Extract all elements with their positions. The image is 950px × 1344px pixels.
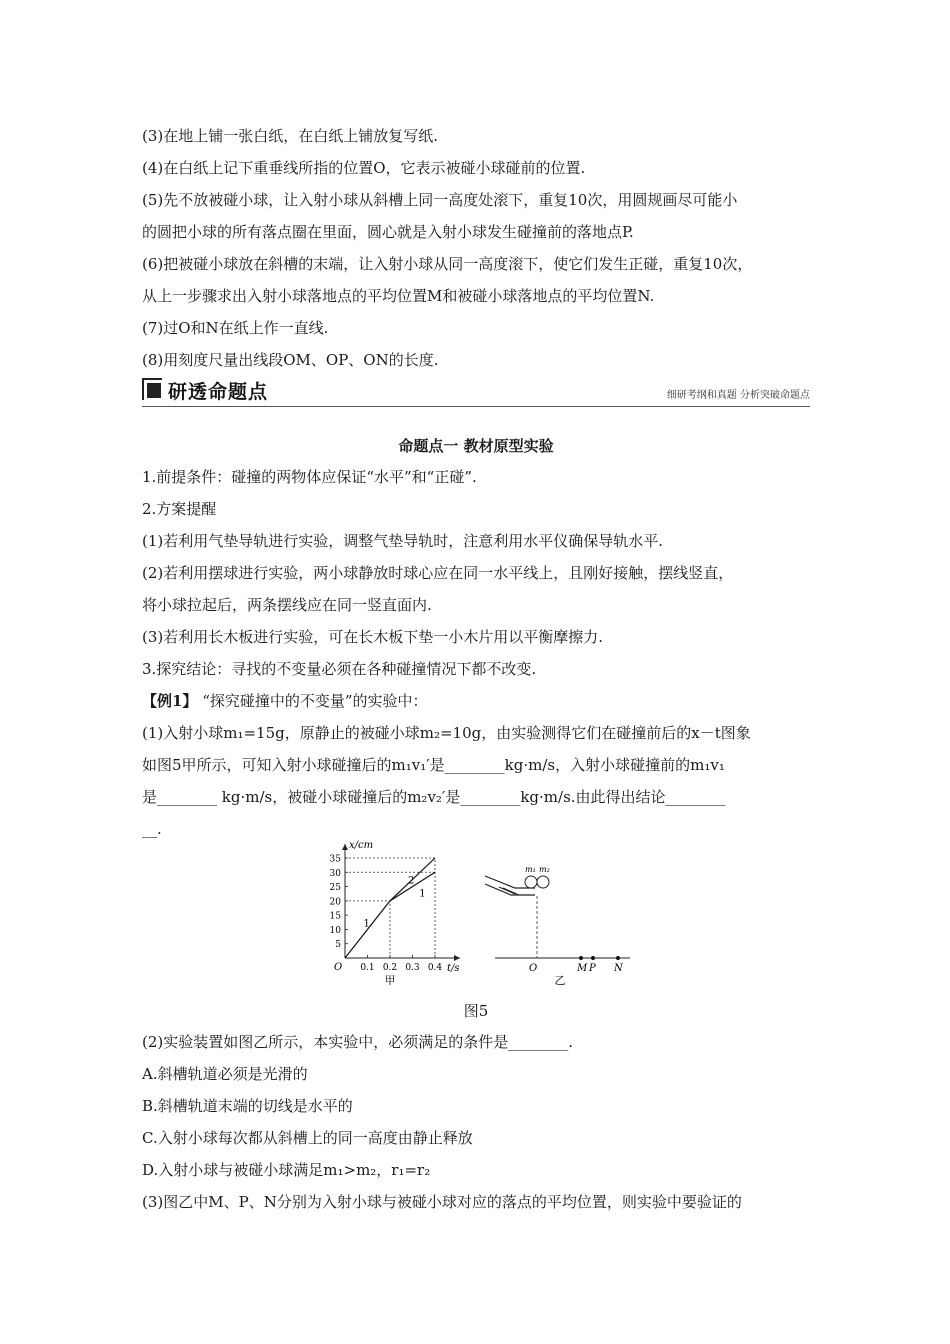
example-label: 【例1】 <box>142 692 198 710</box>
topic-point-2: 2.方案提醒 <box>142 500 217 518</box>
step-7: (7)过O和N在纸上作一直线. <box>142 319 329 337</box>
chute-shading <box>503 888 519 895</box>
label-m1: m₁ <box>525 865 536 874</box>
question-1-line-4: __. <box>142 820 162 838</box>
point-N <box>616 956 620 960</box>
step-3: (3)在地上铺一张白纸，在白纸上铺放复写纸. <box>142 127 439 145</box>
step-6-line-1: (6)把被碰小球放在斜槽的末端，让入射小球从同一高度滚下，使它们发生正碰，重复10次， <box>142 255 753 273</box>
point-label-P: P <box>589 963 596 974</box>
label-m2: m₂ <box>539 865 550 874</box>
x-tick-label: 0.1 <box>360 963 375 973</box>
series-label-2: 2 <box>408 875 415 887</box>
x-axis-label: t/s <box>447 963 460 974</box>
question-3: (3)图乙中M、P、N分别为入射小球与被碰小球对应的落点的平均位置，则实验中要验证的 <box>142 1193 742 1211</box>
topic-title: 命题点一 教材原型实验 <box>398 437 554 455</box>
question-1-line-2: 如图5甲所示，可知入射小球碰撞后的m₁v₁′是________kg·m/s，入射小球碰撞前的m₁v₁ <box>142 756 725 774</box>
point-P <box>591 956 595 960</box>
question-1-line-1: (1)入射小球m₁=15g，原静止的被碰小球m₂=10g，由实验测得它们在碰撞前后的x－t图象 <box>142 724 751 742</box>
x-tick-label: 0.2 <box>382 963 398 973</box>
topic-point-2-1: (1)若利用气垫导轨进行实验，调整气垫导轨时，注意利用水平仪确保导轨水平. <box>142 532 664 550</box>
example-heading <box>142 691 832 711</box>
apparatus-diagram <box>485 865 630 987</box>
y-tick-label: 10 <box>329 925 341 936</box>
example-intro: “探究碰撞中的不变量”的实验中： <box>197 692 428 710</box>
step-8: (8)用刻度尺量出线段OM、OP、ON的长度. <box>142 351 439 369</box>
section-square-icon <box>147 383 161 398</box>
figure-5 <box>310 840 650 995</box>
topic-point-3: 3.探究结论：寻找的不变量必须在各种碰撞情况下都不改变. <box>142 660 537 678</box>
series-label-1-left: 1 <box>363 918 370 930</box>
ball-m1 <box>525 876 537 888</box>
point-label-N: N <box>614 963 623 974</box>
section-subtitle: 细研考纲和真题 分析突破命题点 <box>666 390 810 401</box>
origin-label: O <box>334 962 343 973</box>
y-tick-label: 20 <box>329 897 341 908</box>
y-tick-label: 25 <box>329 883 341 894</box>
step-6-line-2: 从上一步骤求出入射小球落地点的平均位置M和被碰小球落地点的平均位置N. <box>142 287 655 305</box>
topic-point-2-2-line-1: (2)若利用摆球进行实验，两小球静放时球心应在同一水平线上，且刚好接触，摆线竖直， <box>142 564 734 582</box>
apparatus-caption: 乙 <box>554 974 566 987</box>
y-tick-label: 5 <box>335 940 341 951</box>
option-c: C.入射小球每次都从斜槽上的同一高度由静止释放 <box>142 1129 473 1147</box>
option-a: A.斜槽轨道必须是光滑的 <box>142 1065 308 1083</box>
point-M <box>579 956 583 960</box>
y-tick-label: 15 <box>329 911 341 922</box>
question-1-line-3: 是________ kg·m/s，被碰小球碰撞后的m₂v₂′是________kg·m/s.由此得出结论________ <box>142 788 726 806</box>
section-title: 研透命题点 <box>168 381 269 403</box>
section-header <box>142 376 810 407</box>
x-tick-label: 0.4 <box>427 963 443 973</box>
question-2: (2)实验装置如图乙所示，本实验中，必须满足的条件是________. <box>142 1033 574 1051</box>
option-b: B.斜槽轨道末端的切线是水平的 <box>142 1097 353 1115</box>
step-5-line-1: (5)先不放被碰小球，让入射小球从斜槽上同一高度处滚下，重复10次，用圆规画尽可能小 <box>142 191 738 209</box>
point-label-O: O <box>529 963 538 974</box>
y-tick-label: 35 <box>329 854 341 865</box>
topic-point-1: 1.前提条件：碰撞的两物体应保证“水平”和“正碰”. <box>142 468 477 486</box>
x-t-graph <box>330 840 460 987</box>
figure-caption: 图5 <box>463 1002 489 1020</box>
y-axis-label: x/cm <box>349 840 374 851</box>
ball-m2 <box>537 876 549 888</box>
step-5-line-2: 的圆把小球的所有落点圈在里面，圆心就是入射小球发生碰撞前的落地点P. <box>142 223 634 241</box>
x-tick-label: 0.3 <box>405 963 420 973</box>
point-label-M: M <box>577 963 588 974</box>
y-axis-arrow <box>342 844 348 850</box>
topic-point-2-3: (3)若利用长木板进行实验，可在长木板下垫一小木片用以平衡摩擦力. <box>142 628 604 646</box>
topic-point-2-2-line-2: 将小球拉起后，两条摆线应在同一竖直面内. <box>142 596 432 614</box>
option-d: D.入射小球与被碰小球满足m₁>m₂，r₁=r₂ <box>142 1161 431 1179</box>
y-tick-label: 30 <box>329 868 341 879</box>
x-axis-arrow <box>454 955 460 961</box>
series-label-1-right: 1 <box>419 888 426 900</box>
step-4: (4)在白纸上记下重垂线所指的位置O，它表示被碰小球碰前的位置. <box>142 159 586 177</box>
graph-caption: 甲 <box>384 974 396 987</box>
